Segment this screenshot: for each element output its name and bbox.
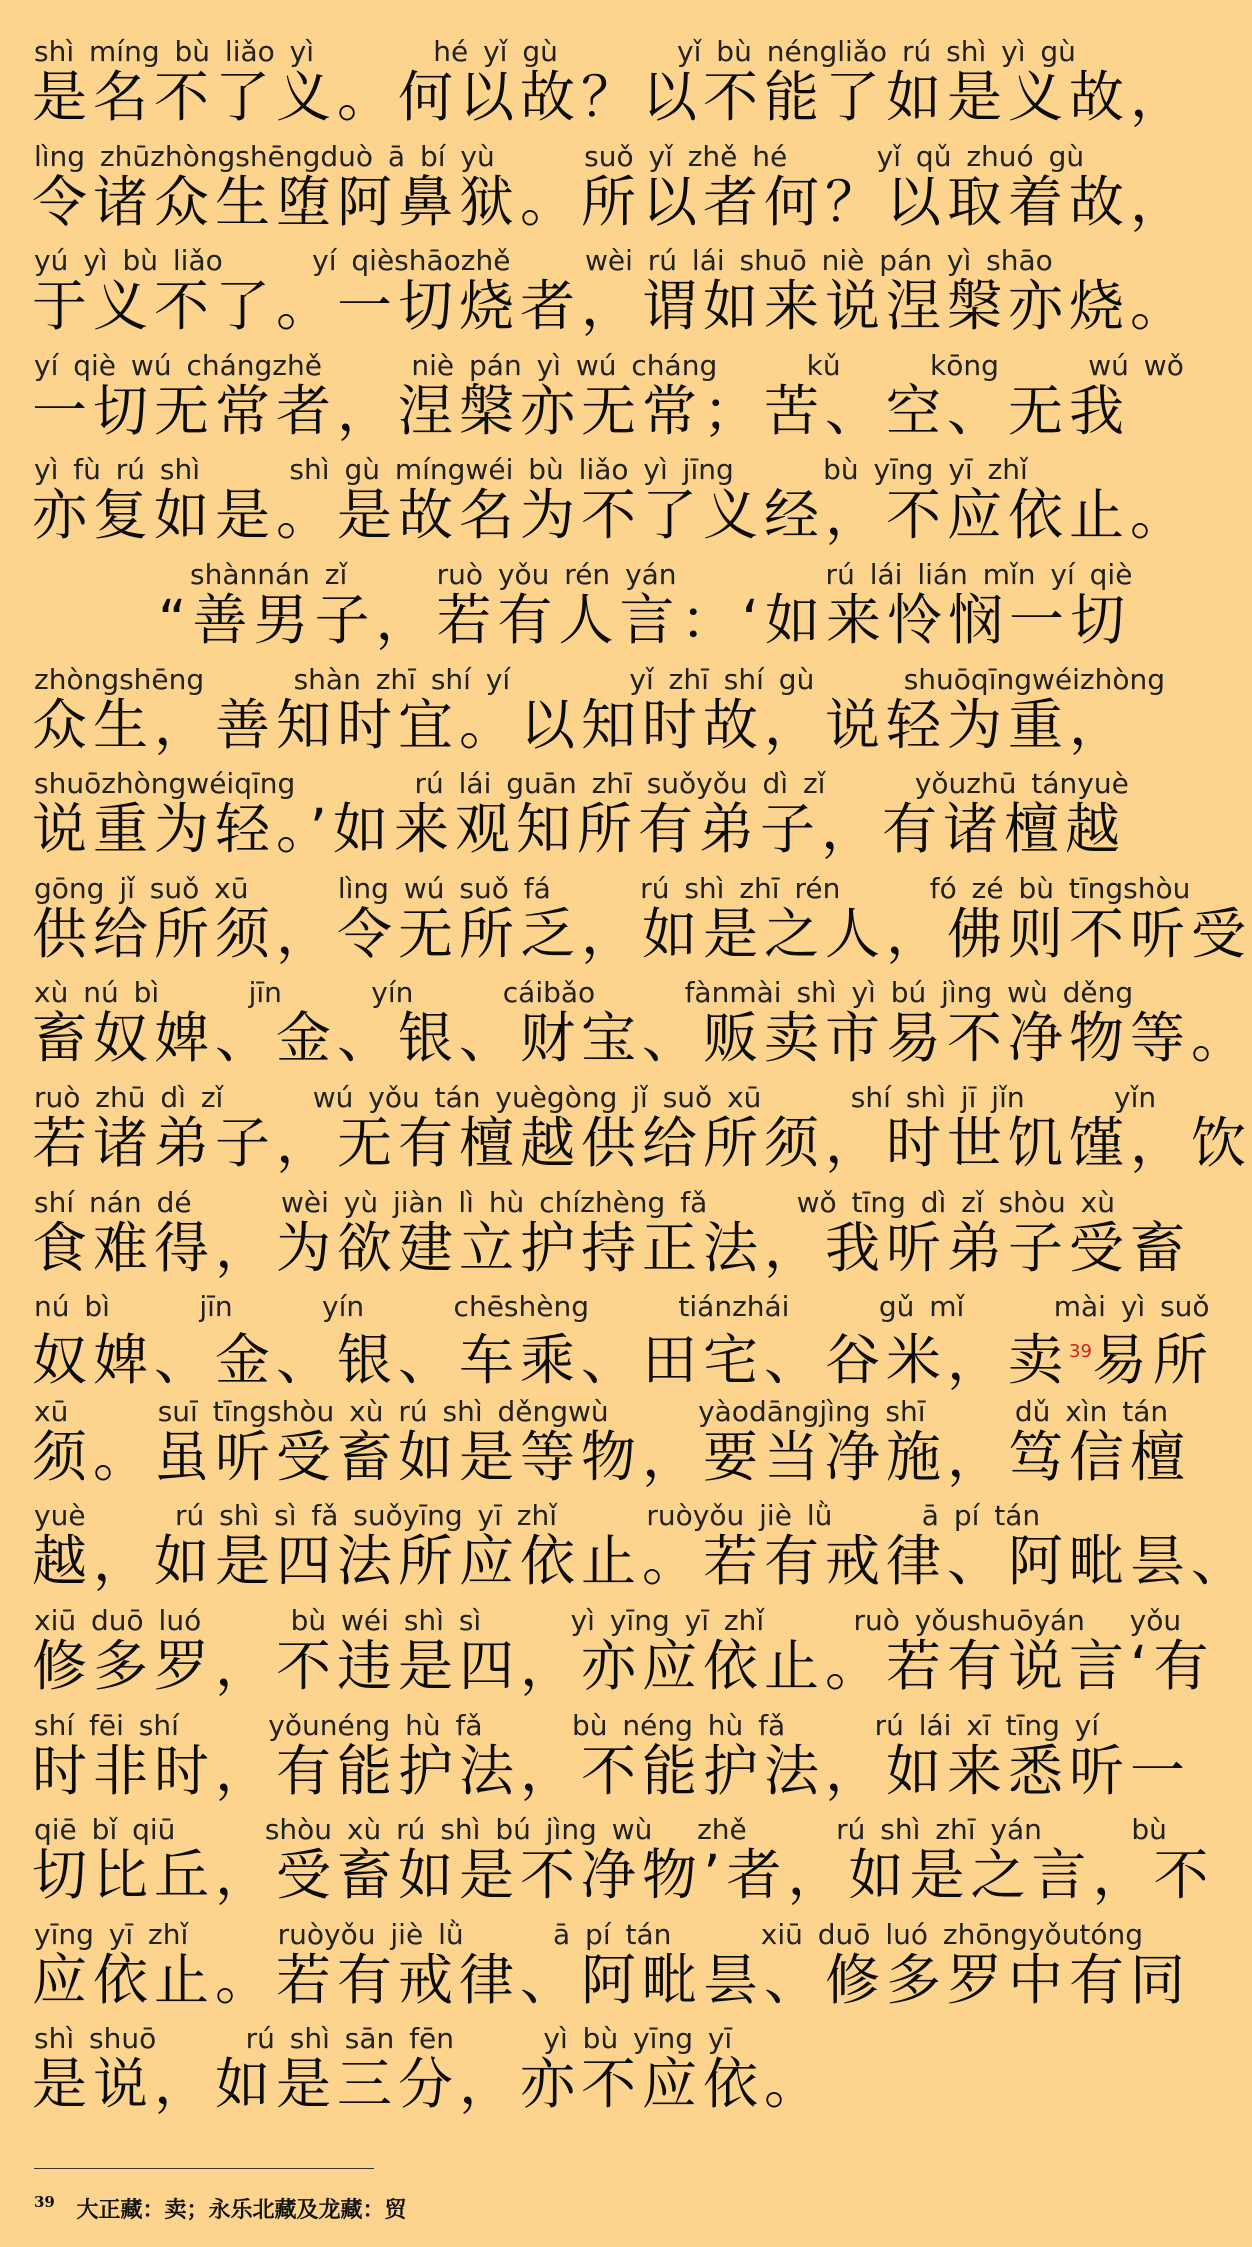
- footnote-marker: 39: [1069, 1341, 1092, 1363]
- hanzi-text: 于义不了。一切烧者，谓如来说涅槃亦烧。: [32, 274, 1192, 339]
- hanzi-text: 应依止。若有戒律、阿毗昙、修多罗中有同: [32, 1947, 1192, 2012]
- hanzi-text: “善男子，若有人言：‘如来怜悯一切: [158, 588, 1131, 652]
- hanzi-text: 令诸众生堕阿鼻狱。所以者何？以取着故，: [32, 169, 1192, 234]
- hanzi-line: [32, 378, 1131, 444]
- hanzi-text: 易所: [1091, 1328, 1214, 1393]
- pinyin-line: zhòngshēng shàn zhī shí yí yǐ zhī shí gù shuōqīngwéizhòng: [34, 662, 1165, 696]
- hanzi-line: [32, 273, 1192, 339]
- pinyin-line: shuōzhòngwéiqīng rú lái guān zhī suǒyǒu dì zǐ yǒuzhū tányuè: [34, 767, 1129, 801]
- hanzi-line: [32, 796, 1126, 862]
- hanzi-line: [32, 1633, 1215, 1699]
- pinyin-line: lìng zhūzhòngshēngduò ā bí yù suǒ yǐ zhě hé yǐ qǔ zhuó gù: [34, 139, 1085, 173]
- hanzi-line: [32, 901, 1252, 967]
- pinyin-line: shì míng bù liǎo yì hé yǐ gù yǐ bù néngliǎo rú shì yì gù: [34, 35, 1076, 68]
- hanzi-text: 众生，善知时宜。以知时故，说轻为重，: [32, 692, 1131, 757]
- hanzi-line: [32, 1738, 1192, 1804]
- pinyin-line: yì fù rú shì shì gù míngwéi bù liǎo yì jīng bù yīng yī zhǐ: [34, 453, 1028, 487]
- pinyin-line: shí nán dé wèi yù jiàn lì hù chízhèng fǎ wǒ tīng dì zǐ shòu xù: [34, 1185, 1115, 1219]
- hanzi-line: [32, 692, 1131, 758]
- pinyin-line: shànnán zǐ ruò yǒu rén yán rú lái lián mǐn yí qiè: [190, 558, 1133, 591]
- pinyin-line: yú yì bù liǎo yí qièshāozhě wèi rú lái shuō niè pán yì shāo: [34, 244, 1053, 278]
- pinyin-line: nú bì jīn yín chēshèng tiánzhái gǔ mǐ mài yì suǒ: [34, 1290, 1210, 1324]
- pinyin-line: xū suī tīngshòu xù rú shì děngwù yàodāngjìng shī dǔ xìn tán: [34, 1394, 1169, 1428]
- hanzi-line: [32, 1424, 1192, 1490]
- hanzi-text: 供给所须，令无所乏，如是之人，佛则不听受: [32, 901, 1252, 966]
- hanzi-text: 一切无常者，涅槃亦无常；苦、空、无我: [32, 378, 1131, 443]
- hanzi-text: 亦复如是。是故名为不了义经，不应依止。: [32, 483, 1192, 548]
- hanzi-text: 畜奴婢、金、银、财宝、贩卖市易不净物等。: [32, 1006, 1252, 1071]
- pinyin-line: yuè rú shì sì fǎ suǒyīng yī zhǐ ruòyǒu jiè lǜ ā pí tán: [34, 1499, 1041, 1533]
- hanzi-line: [32, 64, 1192, 130]
- pinyin-line: yīng yī zhǐ ruòyǒu jiè lǜ ā pí tán xiū duō luó zhōngyǒutóng: [34, 1917, 1144, 1951]
- hanzi-line: [32, 482, 1192, 548]
- hanzi-text: 奴婢、金、银、车乘、田宅、谷米，卖: [32, 1328, 1070, 1393]
- hanzi-text: 说重为轻。’如来观知所有弟子，有诸檀越: [32, 797, 1126, 862]
- hanzi-line: [32, 1319, 1214, 1393]
- pinyin-line: ruò zhū dì zǐ wú yǒu tán yuègòng jǐ suǒ xū shí shì jī jǐn yǐn: [34, 1081, 1157, 1114]
- hanzi-line: [32, 1528, 1252, 1594]
- pinyin-line: shí fēi shí yǒunéng hù fǎ bù néng hù fǎ rú lái xī tīng yí: [34, 1708, 1100, 1742]
- hanzi-line: [32, 1842, 1215, 1908]
- pinyin-line: shì shuō rú shì sān fēn yì bù yīng yī: [34, 2022, 733, 2056]
- pinyin-line: xiū duō luó bù wéi shì sì yì yīng yī zhǐ ruò yǒushuōyán yǒu: [34, 1604, 1182, 1637]
- hanzi-line: [158, 587, 1131, 653]
- hanzi-text: 越，如是四法所应依止。若有戒律、阿毗昙、: [32, 1529, 1252, 1594]
- footnote-text: 大正藏：卖；永乐北藏及龙藏：贸: [76, 2197, 407, 2223]
- hanzi-text: 是说，如是三分，亦不应依。: [32, 2052, 826, 2117]
- hanzi-text: 食难得，为欲建立护持正法，我听弟子受畜: [32, 1215, 1192, 1280]
- hanzi-text: 时非时，有能护法，不能护法，如来悉听一: [32, 1738, 1192, 1803]
- hanzi-text: 若诸弟子，无有檀越供给所须，时世饥馑，饮: [32, 1111, 1252, 1175]
- hanzi-line: [32, 1005, 1252, 1071]
- hanzi-text: 是名不了义。何以故？以不能了如是义故，: [32, 65, 1192, 129]
- hanzi-line: [32, 1947, 1192, 2013]
- footnote: [34, 2182, 407, 2222]
- footnote-number: 39: [34, 2193, 55, 2211]
- hanzi-text: 须。虽听受畜如是等物，要当净施，笃信檀: [32, 1424, 1192, 1489]
- hanzi-text: 修多罗，不违是四，亦应依止。若有说言‘有: [32, 1634, 1215, 1698]
- hanzi-line: [32, 1215, 1192, 1281]
- hanzi-line: [32, 1110, 1252, 1176]
- pinyin-line: qiē bǐ qiū shòu xù rú shì bú jìng wù zhě rú shì zhī yán bù: [34, 1813, 1167, 1847]
- pinyin-line: xù nú bì jīn yín cáibǎo fànmài shì yì bú jìng wù děng: [34, 976, 1134, 1010]
- pinyin-line: gōng jǐ suǒ xū lìng wú suǒ fá rú shì zhī rén fó zé bù tīngshòu: [34, 871, 1191, 905]
- pinyin-line: yí qiè wú chángzhě niè pán yì wú cháng kǔ kōng wú wǒ: [34, 348, 1184, 382]
- hanzi-text: 切比丘，受畜如是不净物’者，如是之言，不: [32, 1843, 1215, 1908]
- footnote-divider: [34, 2168, 374, 2169]
- hanzi-line: [32, 2051, 1060, 2117]
- hanzi-line: [32, 169, 1192, 235]
